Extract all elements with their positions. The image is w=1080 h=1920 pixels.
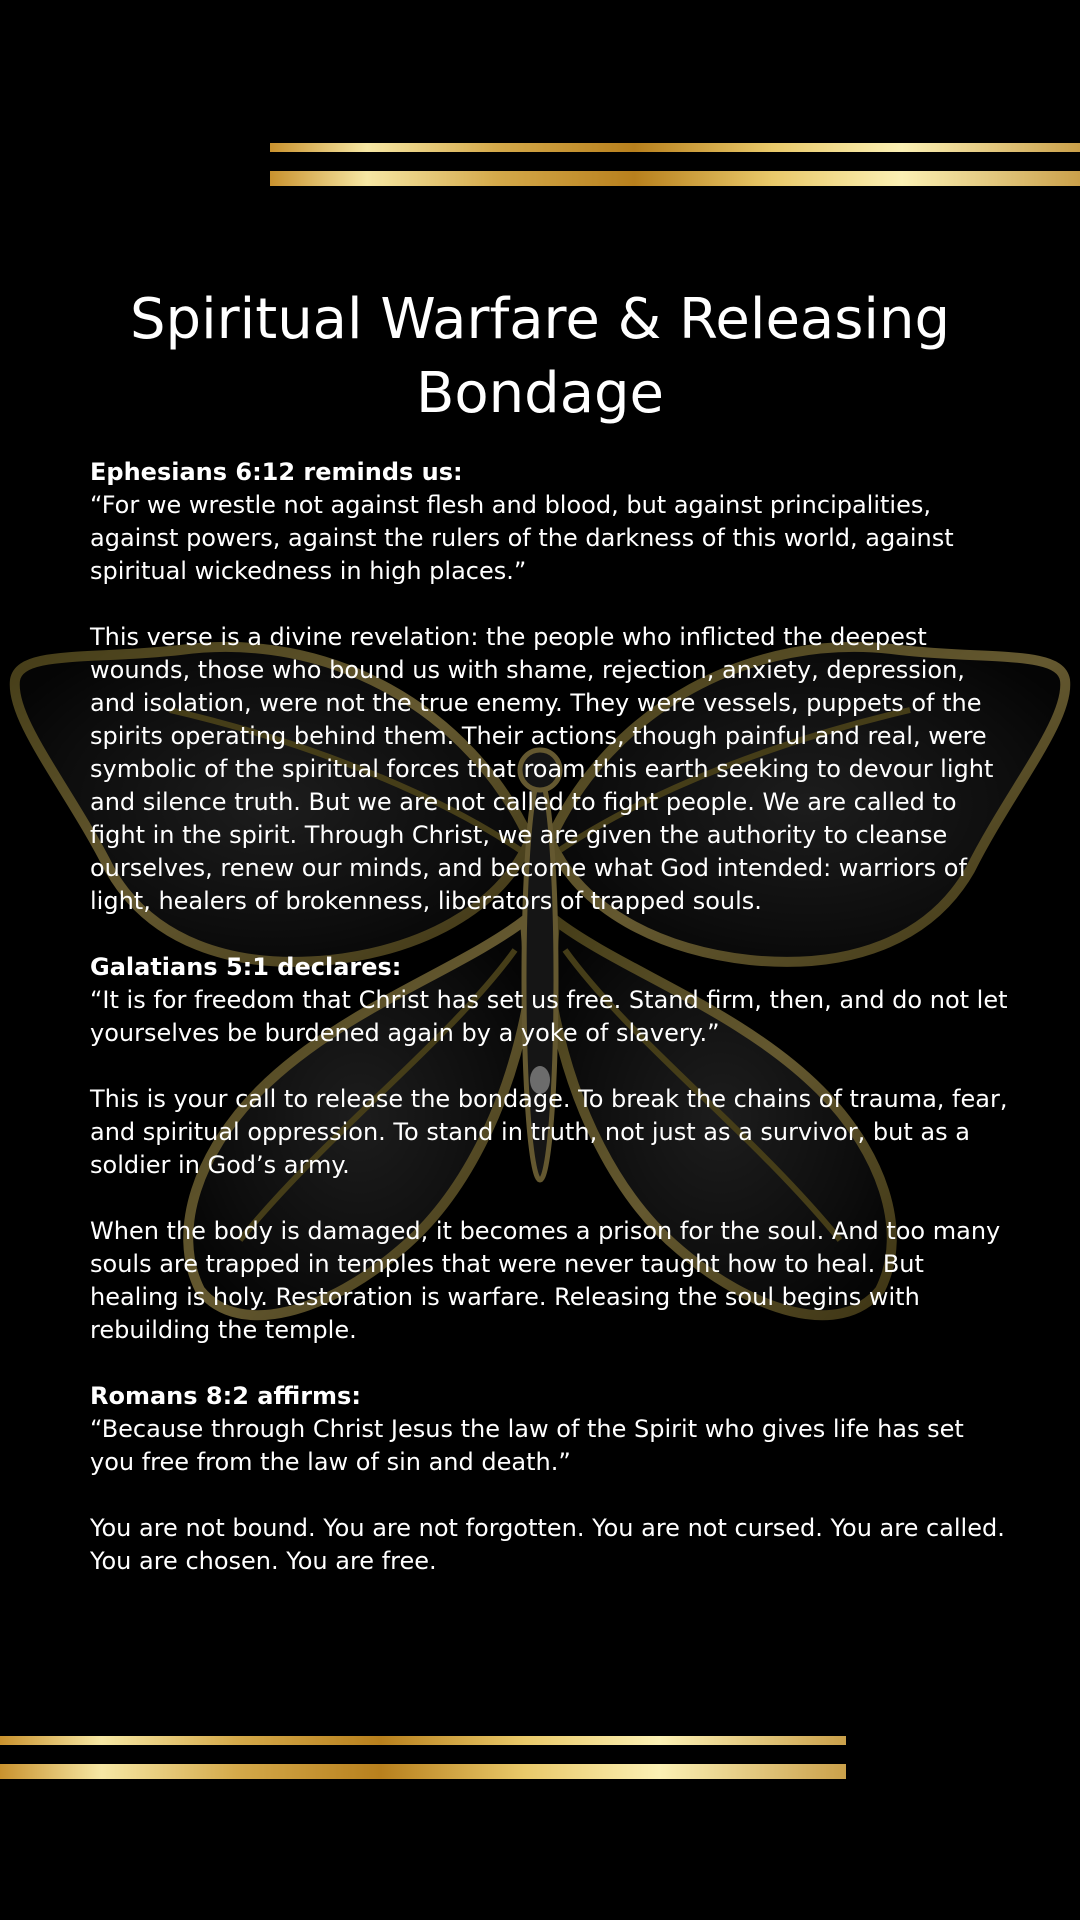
paragraph-romans: [90, 1380, 1010, 1479]
paragraph-closing-affirmation: You are not bound. You are not forgotten. You are not cursed. You are called. You are chosen. You are free.: [90, 1514, 1005, 1575]
scripture-reference: Galatians 5:1 declares:: [90, 953, 402, 981]
gold-bar-bottom-thin: [0, 1736, 846, 1745]
scripture-quote: “Because through Christ Jesus the law of the Spirit who gives life has set you free from the law of sin and death.”: [90, 1415, 964, 1476]
gold-bar-top-thick: [270, 171, 1080, 186]
page-title: Spiritual Warfare & Releasing Bondage: [130, 286, 950, 426]
paragraph-ephesians: [90, 456, 1010, 588]
paragraph-galatians: [90, 951, 1010, 1050]
article-body: [90, 456, 1010, 1611]
paragraph-body-temple: When the body is damaged, it becomes a prison for the soul. And too many souls are trapped in temples that were never taught how to heal. But healing is holy. Restoration is warfare. Releasing the soul begins with rebuilding the temple.: [90, 1217, 1001, 1344]
scripture-quote: “It is for freedom that Christ has set us free. Stand firm, then, and do not let yourselves be burdened again by a yoke of slavery.”: [90, 986, 1008, 1047]
scripture-reference: Ephesians 6:12 reminds us:: [90, 458, 463, 486]
scripture-reference: Romans 8:2 affirms:: [90, 1382, 361, 1410]
paragraph-revelation: This verse is a divine revelation: the people who inflicted the deepest wounds, those who bound us with shame, rejection, anxiety, depression, and isolation, were not the true enemy. They were vessels, puppets of the spirits operating behind them. Their actions, though painful and real, were symbolic of the spiritual forces that roam this earth seeking to devour light and silence truth. But we are not called to fight people. We are called to fight in the spirit. Through Christ, we are given the authority to cleanse ourselves, renew our minds, and become what God intended: warriors of light, healers of brokenness, liberators of trapped souls.: [90, 623, 994, 915]
paragraph-call-to-release: This is your call to release the bondage. To break the chains of trauma, fear, and spiritual oppression. To stand in truth, not just as a survivor, but as a soldier in God’s army.: [90, 1085, 1008, 1179]
gold-bar-bottom-thick: [0, 1764, 846, 1779]
scripture-quote: “For we wrestle not against flesh and blood, but against principalities, against powers, against the rulers of the darkness of this world, against spiritual wickedness in high places.”: [90, 491, 954, 585]
gold-bar-top-thin: [270, 143, 1080, 152]
